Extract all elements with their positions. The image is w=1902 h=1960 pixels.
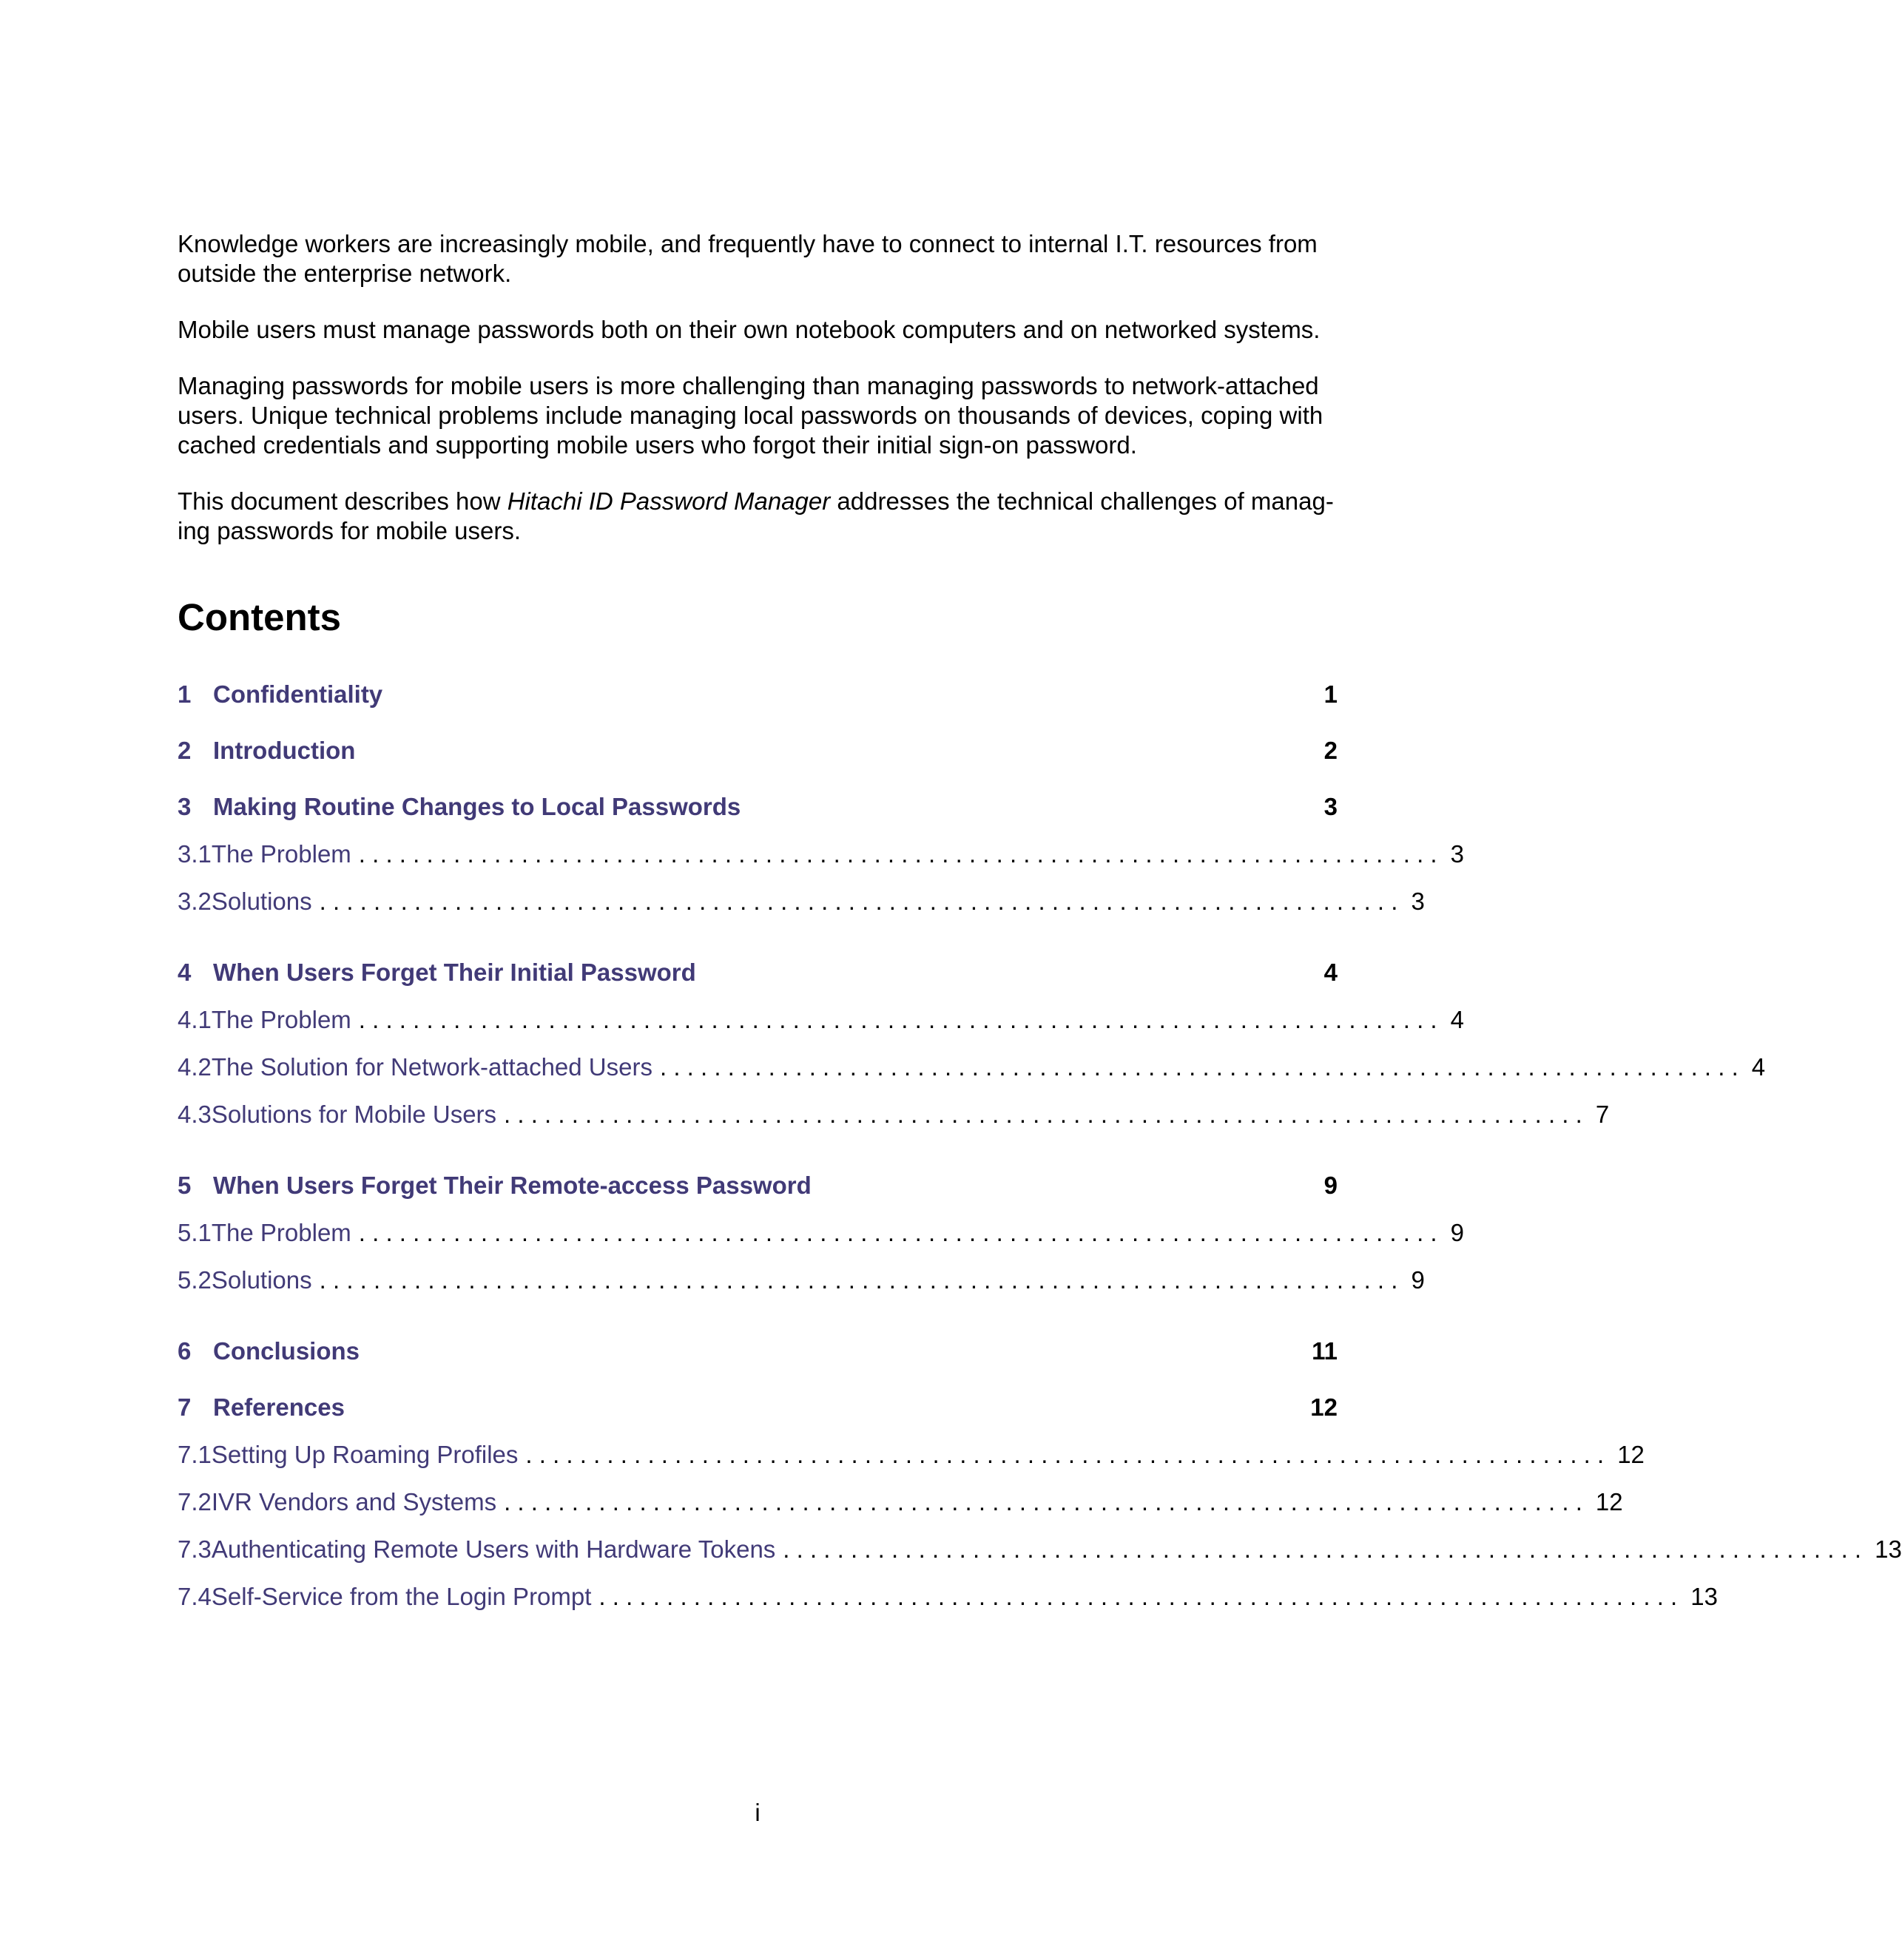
toc-subsection-title[interactable]: The Solution for Network-attached Users	[211, 1053, 652, 1081]
toc-subsection-link[interactable]	[178, 1534, 1902, 1581]
table-of-contents	[178, 680, 1902, 1654]
toc-section-title[interactable]: Making Routine Changes to Local Passwords	[213, 793, 741, 820]
toc-subsection-page: 7	[1595, 1101, 1610, 1128]
toc-section	[178, 1337, 1338, 1368]
document-page	[178, 229, 1902, 1610]
toc-subsection-link[interactable]	[178, 886, 1425, 933]
toc-section-link[interactable]	[178, 959, 1338, 990]
toc-subsection-page: 13	[1690, 1583, 1718, 1610]
intro-paragraph-2: Mobile users must manage passwords both on their own notebook computers and on networked systems.	[178, 316, 1321, 343]
toc-leader-dots: . . . . . . . . . . . . . . . . . . . . . . . . . . . . . . . . . . . . . . . . . . . . . . . . . . . . . . . . . . . . . . . . . . . . . . . . . . . . . . . .	[319, 1266, 1398, 1294]
toc-leader-dots: . . . . . . . . . . . . . . . . . . . . . . . . . . . . . . . . . . . . . . . . . . . . . . . . . . . . . . . . . . . . . . . . . . . . . . . . . . . . . . . .	[504, 1101, 1582, 1128]
toc-leader-dots: . . . . . . . . . . . . . . . . . . . . . . . . . . . . . . . . . . . . . . . . . . . . . . . . . . . . . . . . . . . . . . . . . . . . . . . . . . . . . . . .	[783, 1535, 1862, 1563]
toc-subsection-title[interactable]: Solutions for Mobile Users	[211, 1101, 497, 1128]
intro-p4-pre: This document describes how	[178, 487, 507, 515]
toc-subsection-title[interactable]: Authenticating Remote Users with Hardware Tokens	[211, 1535, 776, 1563]
toc-leader-dots: . . . . . . . . . . . . . . . . . . . . . . . . . . . . . . . . . . . . . . . . . . . . . . . . . . . . . . . . . . . . . . . . . . . . . . . . . . . . . . . .	[319, 888, 1398, 915]
toc-subsection-link[interactable]	[178, 1004, 1464, 1052]
toc-subsection-link[interactable]	[178, 1099, 1610, 1146]
toc-subsection-page: 9	[1411, 1266, 1425, 1294]
toc-section	[178, 1393, 1902, 1629]
toc-section-title[interactable]: When Users Forget Their Remote-access Password	[213, 1172, 812, 1199]
toc-section-number: 6	[178, 1337, 192, 1365]
toc-subsection-number: 7.1	[178, 1441, 212, 1468]
toc-subsection-number: 4.2	[178, 1053, 212, 1081]
toc-leader-dots: . . . . . . . . . . . . . . . . . . . . . . . . . . . . . . . . . . . . . . . . . . . . . . . . . . . . . . . . . . . . . . . . . . . . . . . . . . . . . . . .	[659, 1053, 1739, 1081]
page-number: i	[755, 1799, 761, 1826]
toc-leader-dots: . . . . . . . . . . . . . . . . . . . . . . . . . . . . . . . . . . . . . . . . . . . . . . . . . . . . . . . . . . . . . . . . . . . . . . . . . . . . . . . .	[358, 1219, 1437, 1246]
intro-p4-post: addresses the technical challenges of manag-ing passwords for mobile users.	[178, 487, 1334, 544]
toc-subsection-title[interactable]: The Problem	[211, 1219, 351, 1246]
toc-subsection-page: 13	[1875, 1535, 1902, 1563]
intro-paragraph-4	[178, 487, 1338, 546]
toc-leader-dots: . . . . . . . . . . . . . . . . . . . . . . . . . . . . . . . . . . . . . . . . . . . . . . . . . . . . . . . . . . . . . . . . . . . . . . . . . . . . . . . .	[598, 1583, 1678, 1610]
contents-heading: Contents	[178, 596, 341, 638]
toc-subsection-number: 3.2	[178, 888, 212, 915]
toc-subsection-title[interactable]: The Problem	[211, 1006, 351, 1033]
toc-subsection-page: 4	[1751, 1053, 1766, 1081]
toc-section-number: 3	[178, 793, 192, 820]
toc-section-title[interactable]: References	[213, 1393, 345, 1421]
toc-subsection-title[interactable]: The Problem	[211, 840, 351, 868]
toc-leader-dots: . . . . . . . . . . . . . . . . . . . . . . . . . . . . . . . . . . . . . . . . . . . . . . . . . . . . . . . . . . . . . . . . . . . . . . . . . . . . . . . .	[358, 1006, 1437, 1033]
toc-subsection-link[interactable]	[178, 1487, 1623, 1534]
product-name: Hitachi ID Password Manager	[507, 487, 831, 515]
toc-subsection-number: 3.1	[178, 840, 212, 868]
toc-section-link[interactable]	[178, 1393, 1338, 1425]
toc-subsection-title[interactable]: Solutions	[211, 888, 312, 915]
toc-leader-dots: . . . . . . . . . . . . . . . . . . . . . . . . . . . . . . . . . . . . . . . . . . . . . . . . . . . . . . . . . . . . . . . . . . . . . . . . . . . . . . . .	[525, 1441, 1605, 1468]
intro-paragraph-3: Managing passwords for mobile users is more challenging than managing passwords to network-attached users. Unique technical problems include managing local passwords on thousands of devices, coping with cached credentials and supporting mobile users who forgot their initial sign-on password.	[178, 372, 1323, 459]
intro-paragraph-1: Knowledge workers are increasingly mobile, and frequently have to connect to internal I.T. resources from outside the enterprise network.	[178, 230, 1318, 287]
toc-subsection-number: 5.2	[178, 1266, 212, 1294]
toc-section-page: 2	[1323, 737, 1338, 764]
toc-subsection-page: 4	[1450, 1006, 1464, 1033]
toc-subsection-title[interactable]: Solutions	[211, 1266, 312, 1294]
toc-section	[178, 737, 1338, 768]
toc-section-title[interactable]: Introduction	[213, 737, 356, 764]
toc-subsection-number: 7.3	[178, 1535, 212, 1563]
toc-subsection-title[interactable]: IVR Vendors and Systems	[211, 1488, 497, 1515]
toc-subsection-page: 3	[1411, 888, 1425, 915]
toc-subsection-number: 7.4	[178, 1583, 212, 1610]
toc-subsection-title[interactable]: Setting Up Roaming Profiles	[211, 1441, 519, 1468]
toc-section-number: 5	[178, 1172, 192, 1199]
toc-section	[178, 959, 1766, 1146]
toc-section-number: 7	[178, 1393, 192, 1421]
toc-subsection-link[interactable]	[178, 1052, 1766, 1099]
toc-subsection-link[interactable]	[178, 1439, 1645, 1487]
toc-section-page: 12	[1310, 1393, 1338, 1421]
intro-text	[178, 229, 1338, 546]
toc-subsection-page: 9	[1450, 1219, 1464, 1246]
toc-subsection-page: 12	[1617, 1441, 1645, 1468]
toc-section-link[interactable]	[178, 793, 1338, 824]
toc-section-link[interactable]	[178, 680, 1338, 712]
toc-subsection-link[interactable]	[178, 1217, 1464, 1265]
toc-section-number: 1	[178, 680, 192, 708]
toc-subsection-number: 5.1	[178, 1219, 212, 1246]
toc-subsection-page: 12	[1595, 1488, 1623, 1515]
toc-section-number: 4	[178, 959, 192, 986]
toc-subsection-link[interactable]	[178, 839, 1464, 886]
toc-section-page: 4	[1323, 959, 1338, 986]
toc-section-page: 1	[1323, 680, 1338, 708]
toc-section	[178, 793, 1464, 933]
toc-section-page: 11	[1312, 1337, 1338, 1365]
toc-subsection-link[interactable]	[178, 1265, 1425, 1312]
toc-section-page: 3	[1323, 793, 1338, 820]
toc-subsection-title[interactable]: Self-Service from the Login Prompt	[211, 1583, 592, 1610]
toc-subsection-number: 7.2	[178, 1488, 212, 1515]
toc-section-title[interactable]: Confidentiality	[213, 680, 383, 708]
toc-section-link[interactable]	[178, 1172, 1338, 1203]
toc-subsection-link[interactable]	[178, 1581, 1718, 1629]
toc-leader-dots: . . . . . . . . . . . . . . . . . . . . . . . . . . . . . . . . . . . . . . . . . . . . . . . . . . . . . . . . . . . . . . . . . . . . . . . . . . . . . . . .	[358, 840, 1437, 868]
toc-subsection-number: 4.1	[178, 1006, 212, 1033]
toc-section-page: 9	[1323, 1172, 1338, 1199]
toc-subsection-number: 4.3	[178, 1101, 212, 1128]
toc-section-number: 2	[178, 737, 192, 764]
toc-section	[178, 1172, 1464, 1312]
toc-section-link[interactable]	[178, 1337, 1338, 1368]
toc-section-title[interactable]: Conclusions	[213, 1337, 360, 1365]
toc-leader-dots: . . . . . . . . . . . . . . . . . . . . . . . . . . . . . . . . . . . . . . . . . . . . . . . . . . . . . . . . . . . . . . . . . . . . . . . . . . . . . . . .	[504, 1488, 1582, 1515]
toc-section	[178, 680, 1338, 712]
toc-subsection-page: 3	[1450, 840, 1464, 868]
toc-section-title[interactable]: When Users Forget Their Initial Password	[213, 959, 696, 986]
toc-section-link[interactable]	[178, 737, 1338, 768]
